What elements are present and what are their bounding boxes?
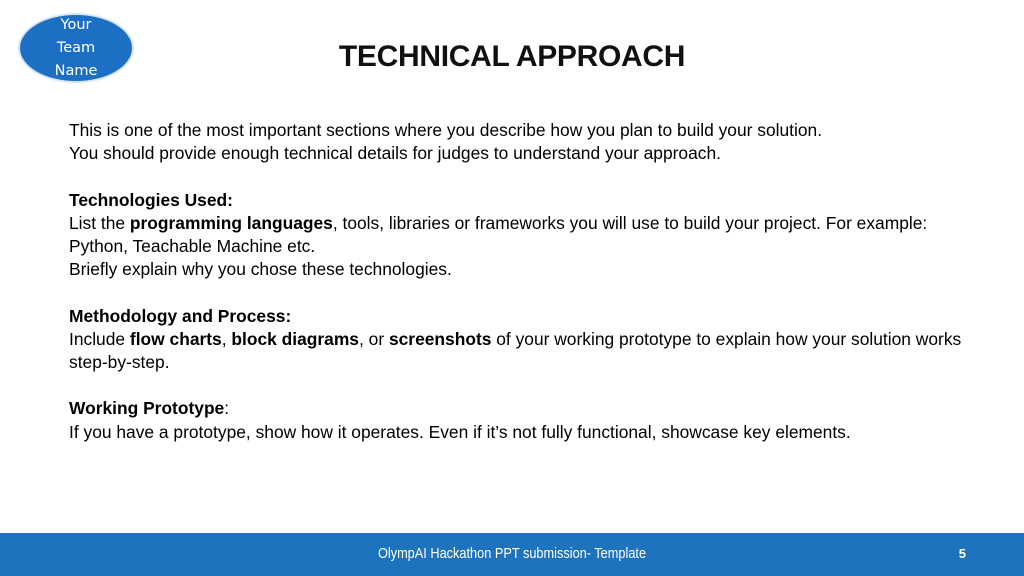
- technologies-text-2: Briefly explain why you chose these technologies.: [69, 259, 452, 280]
- methodology-flow-charts: flow charts: [129, 328, 222, 349]
- methodology-text-a: Include: [69, 328, 130, 349]
- methodology-section: [69, 305, 969, 375]
- technologies-text-bold: programming languages: [129, 212, 333, 233]
- technologies-text-c: , tools, libraries or frameworks you will use to build your project. For example: Python, Teachable Machine etc.: [69, 212, 928, 256]
- technologies-heading: Technologies Used:: [69, 189, 233, 210]
- page-number: 5: [958, 546, 966, 561]
- methodology-text-c: ,: [221, 328, 232, 349]
- technologies-section: [69, 189, 969, 282]
- intro-paragraph: [69, 119, 969, 165]
- prototype-heading: Working Prototype: [69, 398, 225, 419]
- badge-line-name: Name: [54, 62, 98, 79]
- footer-bar: [0, 533, 1024, 576]
- methodology-heading: Methodology and Process:: [69, 305, 292, 326]
- technologies-text-a: List the: [69, 212, 130, 233]
- prototype-colon: :: [224, 398, 230, 419]
- slide-title: TECHNICAL APPROACH: [338, 40, 686, 73]
- intro-line-1: This is one of the most important sections where you describe how you plan to build your solution.: [69, 120, 823, 140]
- badge-line-team: Team: [56, 39, 96, 56]
- badge-line-your: Your: [60, 16, 92, 33]
- intro-line-2: You should provide enough technical details for judges to understand your approach.: [69, 143, 721, 164]
- prototype-section: [69, 397, 969, 443]
- prototype-text: If you have a prototype, show how it operates. Even if it’s not fully functional, showcase key elements.: [69, 421, 851, 442]
- methodology-block-diagrams: block diagrams: [231, 328, 359, 349]
- slide-body: [69, 119, 969, 444]
- footer-text: OlympAI Hackathon PPT submission- Template: [377, 545, 647, 562]
- methodology-screenshots: screenshots: [388, 328, 492, 349]
- methodology-text-e: , or: [358, 328, 389, 349]
- methodology-text-g: of your working prototype to explain how your solution works step-by-step.: [69, 328, 962, 372]
